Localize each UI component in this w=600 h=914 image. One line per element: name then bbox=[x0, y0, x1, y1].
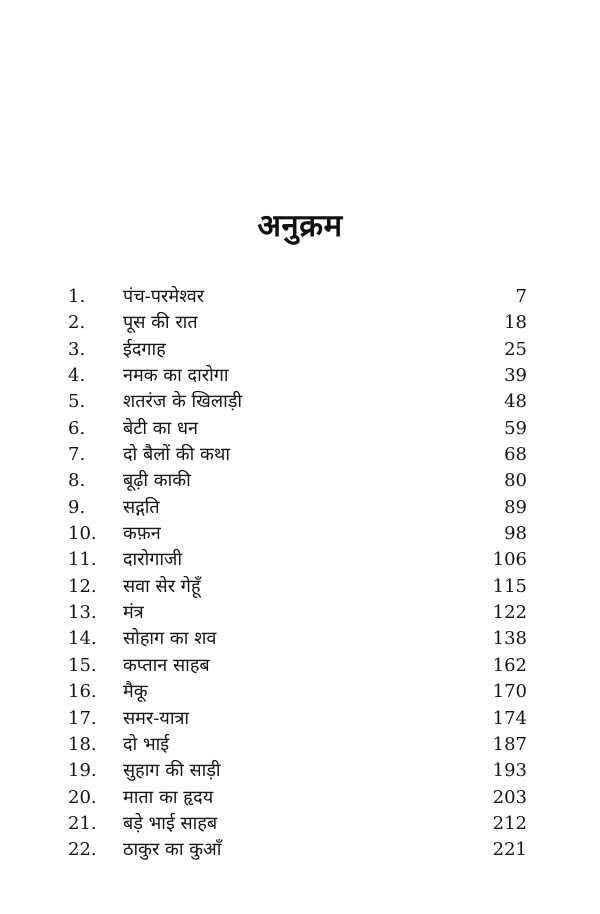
entry-number: 9. bbox=[68, 496, 86, 518]
entry-number: 20. bbox=[68, 786, 97, 808]
entry-title: दो बैलों की कथा bbox=[123, 444, 231, 466]
entry-number: 1. bbox=[68, 286, 86, 307]
entry-title: सुहाग की साड़ी bbox=[123, 760, 221, 782]
toc-row bbox=[68, 547, 527, 573]
entry-number: 18. bbox=[68, 733, 97, 755]
entry-title: कप्तान साहब bbox=[123, 654, 210, 676]
entry-title: शतरंज के खिलाड़ी bbox=[123, 391, 243, 413]
entry-title: मैकू bbox=[123, 681, 148, 703]
entry-number: 13. bbox=[68, 602, 97, 624]
entry-number: 2. bbox=[68, 312, 86, 334]
entry-page: 48 bbox=[504, 391, 527, 413]
entry-number: 21. bbox=[68, 812, 97, 834]
entry-page: 115 bbox=[492, 575, 527, 597]
entry-page: 98 bbox=[504, 523, 527, 545]
entry-page: 106 bbox=[492, 549, 527, 571]
entry-title: बड़े भाई साहब bbox=[123, 812, 218, 834]
toc-row bbox=[68, 363, 527, 389]
toc-row bbox=[68, 679, 527, 705]
entry-title: सद्गति bbox=[123, 496, 160, 518]
entry-number: 8. bbox=[68, 470, 86, 492]
entry-page: 80 bbox=[504, 470, 527, 492]
entry-title: बेटी का धन bbox=[123, 417, 199, 439]
entry-page: 122 bbox=[492, 602, 527, 624]
entry-title: मंत्र bbox=[123, 602, 144, 624]
entry-number: 5. bbox=[68, 391, 86, 413]
entry-number: 11. bbox=[68, 549, 97, 571]
toc-row bbox=[68, 442, 527, 468]
toc-row bbox=[68, 837, 527, 863]
entry-page: 221 bbox=[492, 839, 527, 861]
entry-number: 7. bbox=[68, 444, 86, 466]
entry-number: 12. bbox=[68, 575, 97, 597]
entry-title: नमक का दारोगा bbox=[123, 365, 229, 387]
entry-page: 7 bbox=[515, 286, 527, 307]
toc-row bbox=[68, 653, 527, 679]
entry-number: 14. bbox=[68, 628, 97, 650]
toc-row bbox=[68, 600, 527, 626]
entry-number: 6. bbox=[68, 417, 86, 439]
entry-page: 25 bbox=[504, 338, 527, 360]
entry-title: माता का हृदय bbox=[123, 786, 214, 808]
entry-page: 212 bbox=[492, 812, 527, 834]
entry-title: दारोगाजी bbox=[123, 549, 183, 571]
entry-title: दो भाई bbox=[123, 733, 170, 755]
toc-row bbox=[68, 732, 527, 758]
entry-page: 162 bbox=[492, 654, 527, 676]
entry-title: सोहाग का शव bbox=[123, 628, 217, 650]
entry-title: बूढ़ी काकी bbox=[123, 470, 191, 492]
entry-number: 3. bbox=[68, 338, 86, 360]
toc-row bbox=[68, 310, 527, 336]
entry-page: 203 bbox=[492, 786, 527, 808]
entry-number: 19. bbox=[68, 760, 97, 782]
entry-number: 16. bbox=[68, 681, 97, 703]
toc-row bbox=[68, 574, 527, 600]
entry-title: पूस की रात bbox=[123, 312, 198, 334]
entry-number: 15. bbox=[68, 654, 97, 676]
entry-page: 18 bbox=[504, 312, 527, 334]
entry-page: 187 bbox=[492, 733, 527, 755]
entry-page: 89 bbox=[504, 496, 527, 518]
entry-title: ठाकुर का कुआँ bbox=[123, 839, 222, 861]
toc-row bbox=[68, 337, 527, 363]
entry-page: 174 bbox=[492, 707, 527, 729]
entry-title: ईदगाह bbox=[123, 338, 166, 360]
entry-number: 22. bbox=[68, 839, 97, 861]
entry-page: 68 bbox=[504, 444, 527, 466]
toc-row bbox=[68, 706, 527, 732]
toc-row bbox=[68, 284, 527, 310]
page-title: अनुक्रम bbox=[257, 208, 343, 244]
entry-page: 138 bbox=[492, 628, 527, 650]
entry-page: 170 bbox=[492, 681, 527, 703]
entry-page: 39 bbox=[504, 365, 527, 387]
entry-title: सवा सेर गेहूँ bbox=[123, 575, 201, 597]
toc-row bbox=[68, 495, 527, 521]
toc-row bbox=[68, 389, 527, 415]
entry-page: 59 bbox=[504, 417, 527, 439]
toc-list bbox=[68, 284, 527, 864]
toc-row bbox=[68, 468, 527, 494]
entry-number: 4. bbox=[68, 365, 86, 387]
entry-number: 17. bbox=[68, 707, 97, 729]
toc-row bbox=[68, 758, 527, 784]
toc-row bbox=[68, 811, 527, 837]
toc-row bbox=[68, 626, 527, 652]
entry-title: पंच-परमेश्वर bbox=[123, 286, 205, 307]
toc-row bbox=[68, 785, 527, 811]
toc-row bbox=[68, 521, 527, 547]
entry-title: कफ़न bbox=[123, 523, 161, 545]
toc-row bbox=[68, 416, 527, 442]
entry-title: समर-यात्रा bbox=[123, 707, 190, 729]
entry-page: 193 bbox=[492, 760, 527, 782]
entry-number: 10. bbox=[68, 523, 97, 545]
